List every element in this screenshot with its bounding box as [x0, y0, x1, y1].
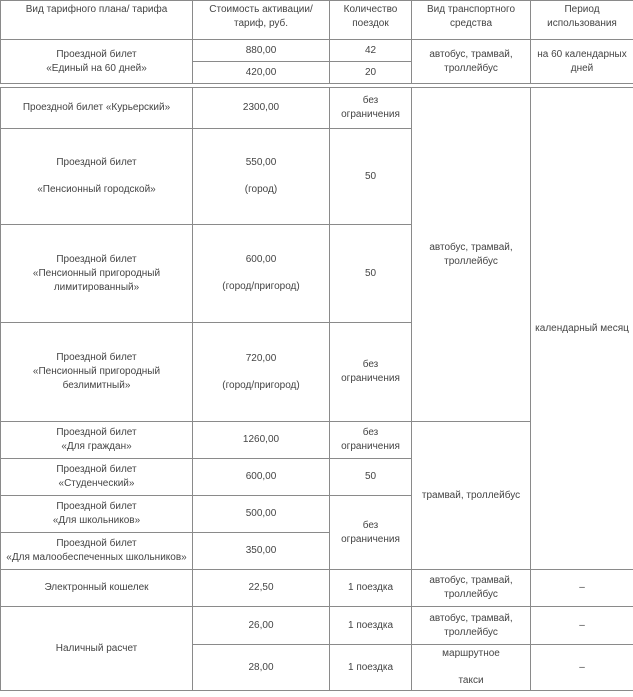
trips-cell: 1 поездка	[330, 645, 412, 691]
trips-cell: без ограничения	[330, 88, 412, 129]
period-cell: –	[531, 607, 633, 645]
period-cell: –	[531, 570, 633, 607]
plan-name	[1, 459, 193, 496]
trips-cell: 20	[330, 62, 412, 84]
transport-line: такси	[458, 675, 484, 686]
plan-name: Наличный расчет	[1, 607, 193, 691]
transport-line: маршрутное	[442, 648, 500, 659]
cost-note: (город)	[244, 184, 278, 195]
cost-cell	[193, 129, 330, 225]
cost-value: 720,00	[245, 352, 277, 364]
cost-cell: 350,00	[193, 533, 330, 570]
cost-note: (город/пригород)	[222, 281, 300, 292]
header-plan: Вид тарифного плана/ тарифа	[1, 1, 193, 40]
plan-name-line: «Пенсионный пригородный безлимитный»	[32, 366, 161, 391]
plan-name-line: «Для граждан»	[61, 441, 132, 452]
plan-name: Проездной билет «Курьерский»	[1, 88, 193, 129]
period-cell: –	[531, 645, 633, 691]
transport-cell	[412, 645, 531, 691]
table-row	[1, 88, 633, 129]
plan-name-line: Проездной билет	[56, 352, 137, 363]
trips-cell: 50	[330, 459, 412, 496]
cost-cell: 1260,00	[193, 422, 330, 459]
trips-cell: без ограничения	[330, 496, 412, 570]
plan-name-line: Проездной билет	[56, 427, 137, 438]
cost-cell: 28,00	[193, 645, 330, 691]
cost-cell	[193, 225, 330, 323]
plan-name-line: Проездной билет	[56, 538, 137, 549]
cost-value: 550,00	[245, 157, 277, 168]
plan-name	[1, 323, 193, 422]
trips-cell: 50	[330, 225, 412, 323]
trips-cell: без ограничения	[330, 323, 412, 422]
table-row	[1, 570, 633, 607]
plan-name	[1, 40, 193, 84]
plan-name-line: «Для малообеспеченных школьников»	[6, 552, 187, 563]
trips-cell: 42	[330, 40, 412, 62]
transport-cell: автобус, трамвай, троллейбус	[412, 40, 531, 84]
plan-name	[1, 533, 193, 570]
cost-cell: 26,00	[193, 607, 330, 645]
table-header-row	[1, 1, 633, 40]
cost-cell: 22,50	[193, 570, 330, 607]
period-cell: календарный месяц	[531, 88, 633, 570]
transport-cell: автобус, трамвай, троллейбус	[412, 570, 531, 607]
plan-name-line: «Студенческий»	[58, 478, 135, 489]
transport-cell: автобус, трамвай, троллейбус	[412, 607, 531, 645]
cost-cell: 500,00	[193, 496, 330, 533]
plan-name	[1, 496, 193, 533]
plan-name-line: Проездной билет	[56, 48, 137, 60]
trips-cell: 1 поездка	[330, 607, 412, 645]
trips-cell: без ограничения	[330, 422, 412, 459]
plan-name-line: «Для школьников»	[52, 515, 141, 526]
cost-cell	[193, 323, 330, 422]
cost-cell: 880,00	[193, 40, 330, 62]
cost-cell: 420,00	[193, 62, 330, 84]
table-row	[1, 607, 633, 645]
cost-cell: 2300,00	[193, 88, 330, 129]
plan-name	[1, 129, 193, 225]
cost-note: (город/пригород)	[222, 379, 300, 391]
trips-cell: 1 поездка	[330, 570, 412, 607]
plan-name	[1, 422, 193, 459]
table-row	[1, 40, 633, 62]
transport-cell: трамвай, троллейбус	[412, 422, 531, 570]
plan-name: Электронный кошелек	[1, 570, 193, 607]
trips-cell: 50	[330, 129, 412, 225]
header-transport: Вид транспортного средства	[412, 1, 531, 40]
plan-name-line: «Пенсионный пригородный лимитированный»	[32, 267, 161, 293]
plan-name-line: Проездной билет	[56, 464, 137, 475]
plan-name-line: Проездной билет	[56, 157, 137, 168]
period-cell: на 60 календарных дней	[531, 40, 633, 84]
plan-name-line: «Единый на 60 дней»	[46, 62, 147, 74]
cost-cell: 600,00	[193, 459, 330, 496]
header-period: Период использования	[531, 1, 633, 40]
cost-value: 600,00	[245, 254, 277, 265]
header-trips: Количество поездок	[330, 1, 412, 40]
header-cost: Стоимость активации/ тариф, руб.	[193, 1, 330, 40]
plan-name-line: Проездной билет	[56, 501, 137, 512]
plan-name-line: «Пенсионный городской»	[37, 184, 156, 195]
plan-name	[1, 225, 193, 323]
transport-cell: автобус, трамвай, троллейбус	[412, 88, 531, 422]
plan-name-line: Проездной билет	[56, 253, 137, 265]
